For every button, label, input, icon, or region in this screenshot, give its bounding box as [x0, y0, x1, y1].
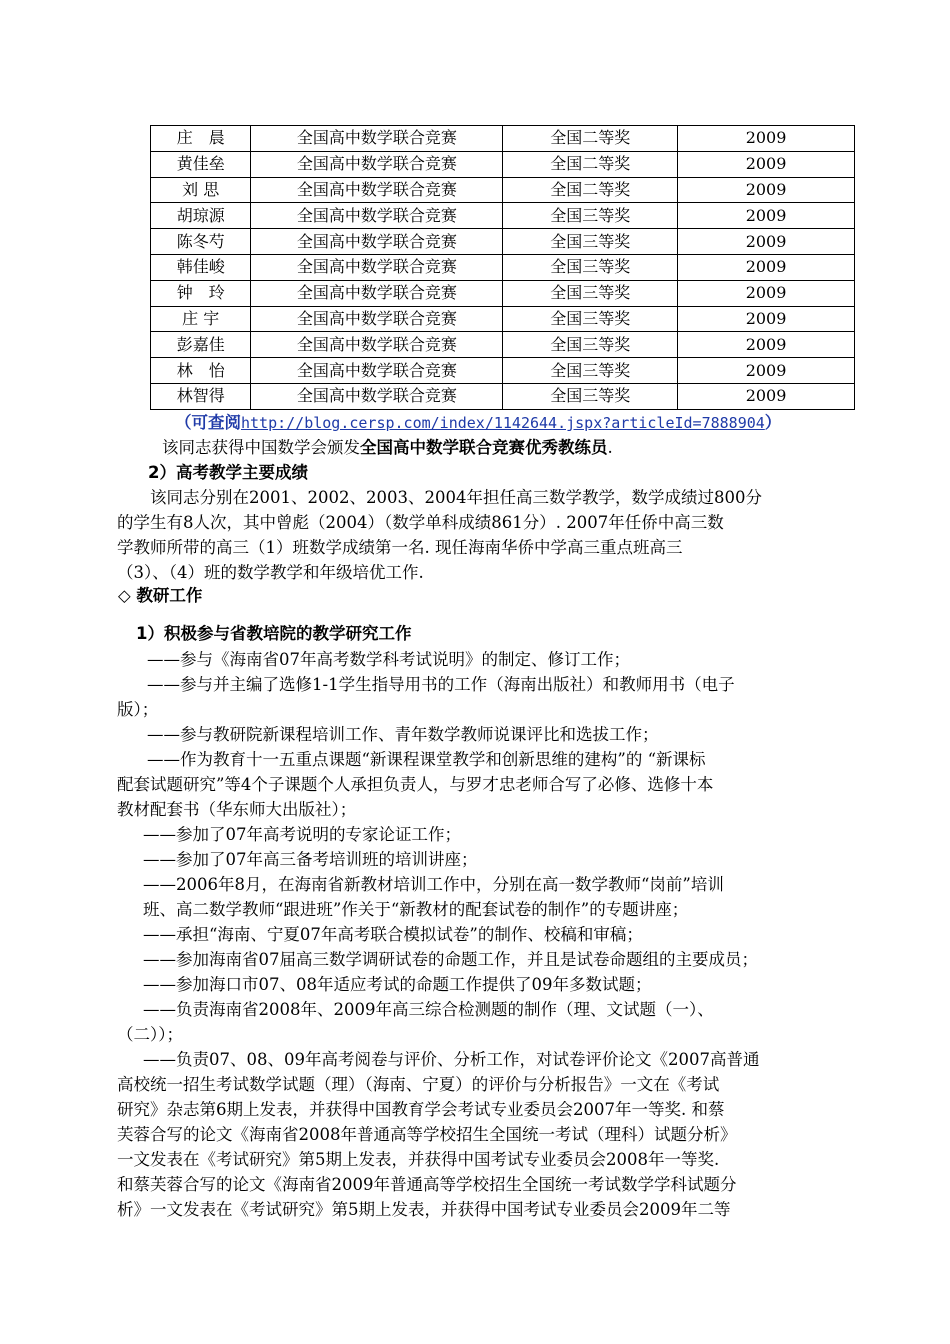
- award-level-cell: 全国二等奖: [503, 177, 678, 203]
- competition-cell: 全国高中数学联合竞赛: [251, 203, 503, 229]
- table-row: [151, 383, 855, 409]
- research-line: 配套试题研究”等4个子课题个人承担负责人，与罗才忠老师合写了必修、选修十本: [117, 775, 714, 794]
- award-name-cell: 陈冬芍: [151, 229, 251, 255]
- award-year-cell: 2009: [678, 332, 855, 358]
- research-line: ——承担“海南、宁夏07年高考联合模拟试卷”的制作、校稿和审稿；: [143, 925, 643, 944]
- award-level-cell: 全国三等奖: [503, 280, 678, 306]
- competition-cell: 全国高中数学联合竞赛: [251, 280, 503, 306]
- research-line: （二））；: [117, 1025, 183, 1044]
- research-line: 析》一文发表在《考试研究》第5期上发表，并获得中国考试专业委员会2009年二等: [117, 1200, 731, 1219]
- award-level-cell: 全国三等奖: [503, 383, 678, 409]
- competition-cell: 全国高中数学联合竞赛: [251, 126, 503, 152]
- awards-table-body: [151, 126, 855, 410]
- award-name-cell: 庄 宇: [151, 306, 251, 332]
- research-line: ——参加海南省07届高三数学调研试卷的命题工作，并且是试卷命题组的主要成员；: [143, 950, 758, 969]
- research-line: ——参与并主编了选修1-1学生指导用书的工作（海南出版社）和教师用书（电子: [147, 675, 735, 694]
- award-year-cell: 2009: [678, 229, 855, 255]
- table-row: [151, 203, 855, 229]
- competition-cell: 全国高中数学联合竞赛: [251, 151, 503, 177]
- section2-heading: 2）高考教学主要成绩: [148, 463, 308, 482]
- research-heading: ◇ 教研工作: [118, 586, 203, 605]
- award-level-cell: 全国三等奖: [503, 358, 678, 384]
- paragraph-line: 的学生有8人次，其中曾彪（2004）（数学单科成绩861分）. 2007年任侨中高三数: [117, 513, 724, 532]
- table-row: [151, 229, 855, 255]
- reference-prefix: （可查阅: [175, 413, 241, 432]
- award-year-cell: 2009: [678, 254, 855, 280]
- research-line: 班、高二数学教师“跟进班”作关于“新教材的配套试卷的制作”的专题讲座；: [143, 900, 689, 919]
- award-name-cell: 彭嘉佳: [151, 332, 251, 358]
- competition-cell: 全国高中数学联合竞赛: [251, 229, 503, 255]
- award-name-cell: 黄佳垒: [151, 151, 251, 177]
- award-year-cell: 2009: [678, 306, 855, 332]
- competition-cell: 全国高中数学联合竞赛: [251, 358, 503, 384]
- research-line: ——负责海南省2008年、2009年高三综合检测题的制作（理、文试题（一）、: [143, 1000, 714, 1019]
- award-year-cell: 2009: [678, 126, 855, 152]
- awards-table: [150, 125, 855, 410]
- award-year-cell: 2009: [678, 358, 855, 384]
- competition-cell: 全国高中数学联合竞赛: [251, 332, 503, 358]
- award-name-cell: 韩佳峻: [151, 254, 251, 280]
- award-name-cell: 林智得: [151, 383, 251, 409]
- award-level-cell: 全国三等奖: [503, 229, 678, 255]
- research-line: 一文发表在《考试研究》第5期上发表，并获得中国考试专业委员会2008年一等奖.: [117, 1150, 720, 1169]
- research-line: ——2006年8月，在海南省新教材培训工作中，分别在高一数学教师“岗前”培训: [143, 875, 724, 894]
- award-level-cell: 全国三等奖: [503, 254, 678, 280]
- table-row: [151, 280, 855, 306]
- competition-cell: 全国高中数学联合竞赛: [251, 177, 503, 203]
- award-year-cell: 2009: [678, 203, 855, 229]
- table-row: [151, 151, 855, 177]
- table-row: [151, 306, 855, 332]
- award-year-cell: 2009: [678, 151, 855, 177]
- award-level-cell: 全国二等奖: [503, 151, 678, 177]
- award-name-cell: 刘 思: [151, 177, 251, 203]
- research-line: 和蔡芙蓉合写的论文《海南省2009年普通高等学校招生全国统一考试数学学科试题分: [117, 1175, 737, 1194]
- research-line: ——参加了07年高考说明的专家论证工作；: [143, 825, 461, 844]
- award-level-cell: 全国三等奖: [503, 332, 678, 358]
- paragraph-line: （3）、（4）班的数学教学和年级培优工作.: [117, 563, 424, 582]
- research-line: 版）；: [117, 700, 159, 719]
- award-level-cell: 全国二等奖: [503, 126, 678, 152]
- competition-cell: 全国高中数学联合竞赛: [251, 254, 503, 280]
- paragraph-line: 该同志分别在2001、2002、2003、2004年担任高三数学教学，数学成绩过800分: [150, 488, 762, 507]
- award-name-cell: 庄 晨: [151, 126, 251, 152]
- research-line: ——参加海口市07、08年适应考试的命题工作提供了09年多数试题；: [143, 975, 652, 994]
- reference-suffix: ）: [764, 413, 782, 432]
- paragraph-line: 学教师所带的高三（1）班数学成绩第一名. 现任海南华侨中学高三重点班高三: [117, 538, 683, 557]
- table-row: [151, 254, 855, 280]
- coach-text: 该同志获得中国数学会颁发: [162, 438, 360, 457]
- table-row: [151, 126, 855, 152]
- table-row: [151, 332, 855, 358]
- award-name-cell: 林 怡: [151, 358, 251, 384]
- research-line: ——参加了07年高三备考培训班的培训讲座；: [143, 850, 478, 869]
- award-year-cell: 2009: [678, 383, 855, 409]
- coach-bold: 全国高中数学联合竞赛优秀教练员: [360, 438, 608, 457]
- reference-line: [175, 410, 781, 436]
- award-year-cell: 2009: [678, 280, 855, 306]
- coach-end: .: [607, 438, 613, 457]
- award-name-cell: 钟 玲: [151, 280, 251, 306]
- award-year-cell: 2009: [678, 177, 855, 203]
- competition-cell: 全国高中数学联合竞赛: [251, 306, 503, 332]
- table-row: [151, 177, 855, 203]
- research-line: ——参与教研院新课程培训工作、青年数学教师说课评比和选拔工作；: [147, 725, 659, 744]
- coach-line: [162, 435, 613, 461]
- research-line: 教材配套书（华东师大出版社）；: [117, 800, 357, 819]
- table-row: [151, 358, 855, 384]
- award-level-cell: 全国三等奖: [503, 203, 678, 229]
- research-line: ——参与《海南省07年高考数学科考试说明》的制定、修订工作；: [147, 650, 630, 669]
- research-line: 研究》杂志第6期上发表，并获得中国教育学会考试专业委员会2007年一等奖. 和蔡: [117, 1100, 725, 1119]
- reference-link[interactable]: http://blog.cersp.com/index/1142644.jspx?articleId=7888904: [241, 414, 765, 432]
- research-subheading: 1）积极参与省教培院的教学研究工作: [136, 624, 412, 643]
- research-line: 高校统一招生考试数学试题（理）（海南、宁夏）的评价与分析报告》一文在《考试: [117, 1075, 720, 1094]
- competition-cell: 全国高中数学联合竞赛: [251, 383, 503, 409]
- research-line: ——作为教育十一五重点课题“新课程课堂教学和创新思维的建构”的 “新课标: [147, 750, 706, 769]
- award-level-cell: 全国三等奖: [503, 306, 678, 332]
- research-line: ——负责07、08、09年高考阅卷与评价、分析工作，对试卷评价论文《2007高普通: [143, 1050, 760, 1069]
- research-line: 芙蓉合写的论文《海南省2008年普通高等学校招生全国统一考试（理科）试题分析》: [117, 1125, 737, 1144]
- award-name-cell: 胡琼源: [151, 203, 251, 229]
